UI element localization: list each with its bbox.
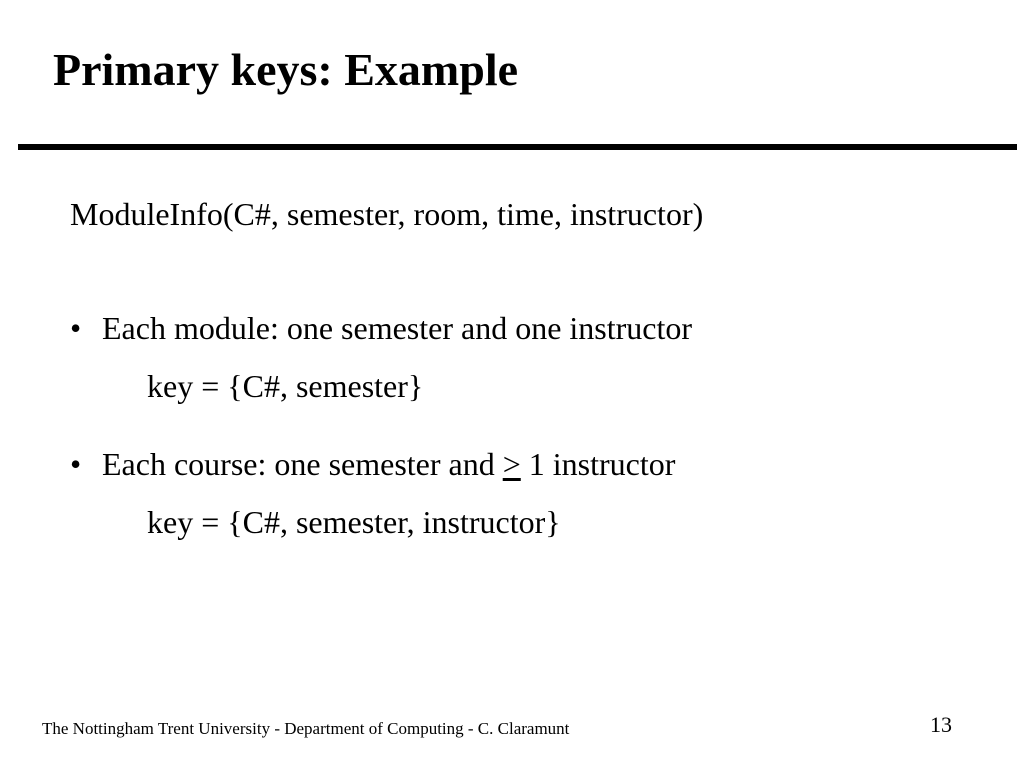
page-number: 13 xyxy=(930,712,952,737)
relation-schema: ModuleInfo(C#, semester, room, time, instructor) xyxy=(70,196,704,232)
key-definition-module: key = {C#, semester} xyxy=(147,368,424,404)
bullet-marker: • xyxy=(70,310,82,346)
bullet-text: Each module: one semester and one instructor xyxy=(102,310,693,346)
greater-equal-symbol: > xyxy=(502,446,521,482)
title-divider xyxy=(18,144,1017,150)
bullet-item-module xyxy=(70,307,692,349)
bullet-text-end: 1 instructor xyxy=(520,446,676,482)
bullet-marker: • xyxy=(70,446,82,482)
footer-text: The Nottingham Trent University - Department of Computing - C. Claramunt xyxy=(42,719,570,738)
bullet-text-start: Each course: one semester and xyxy=(102,446,503,482)
slide-title: Primary keys: Example xyxy=(53,44,519,95)
key-definition-course: key = {C#, semester, instructor} xyxy=(147,504,561,540)
bullet-item-course xyxy=(70,443,675,485)
